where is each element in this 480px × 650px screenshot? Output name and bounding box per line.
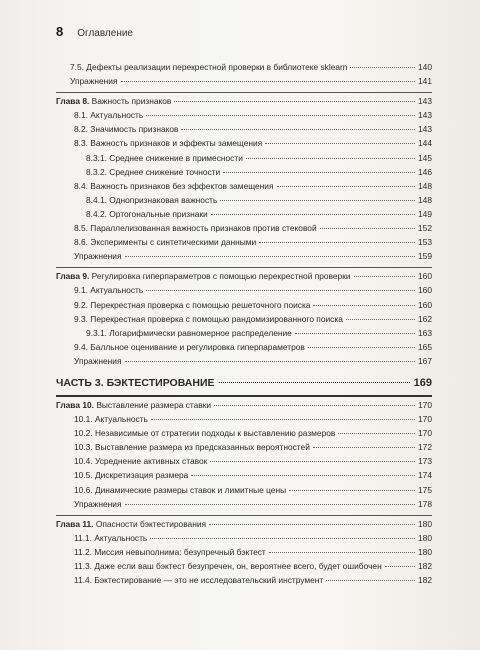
entry-title: 8.1. Актуальность <box>74 110 144 121</box>
dot-leader <box>191 475 415 476</box>
chapter-number: Глава 9. <box>56 271 90 282</box>
entry-title: 8.3.2. Среднее снижение точности <box>86 166 221 177</box>
entry-title: 10.6. Динамические размеры ставок и лимитные цены <box>74 484 287 495</box>
entry-title: 8.2. Значимость признаков <box>74 124 179 135</box>
dot-leader <box>295 333 415 334</box>
dot-leader <box>338 433 415 434</box>
entry-page: 182 <box>418 575 432 586</box>
entry-title: 7.5. Дефекты реализации перекрестной проверки в библиотеке sklearn <box>70 62 348 72</box>
toc-entry <box>56 414 432 428</box>
toc-entry <box>56 342 432 356</box>
entry-title: 10.3. Выставление размера из предсказанных вероятностей <box>74 442 310 453</box>
part-title: ЧАСТЬ 3. БЭКТЕСТИРОВАНИЕ <box>56 376 215 389</box>
dot-leader <box>308 347 415 348</box>
dot-leader <box>209 524 415 525</box>
entry-page: 146 <box>418 166 432 177</box>
entry-title: 9.1. Актуальность <box>74 285 144 296</box>
dot-leader <box>146 115 415 116</box>
dot-leader <box>223 172 415 173</box>
dot-leader <box>210 461 415 462</box>
dot-leader <box>181 129 415 130</box>
entry-title: 11.3. Даже если ваш бэктест безупречен, он, вероятнее всего, будет ошибочен <box>74 561 382 571</box>
entry-page: 175 <box>418 484 432 495</box>
toc-entry <box>56 547 432 561</box>
chapter-title-group <box>56 271 351 281</box>
toc-entry <box>56 499 432 513</box>
entry-page: 165 <box>418 341 432 352</box>
dot-leader <box>320 228 415 229</box>
entry-title: 8.6. Эксперименты с синтетическими данными <box>74 237 257 248</box>
entry-title: Упражнения <box>70 76 118 87</box>
running-head-title: Оглавление <box>77 28 133 39</box>
chapter-number: Глава 10. <box>56 399 94 410</box>
dot-leader <box>246 158 415 159</box>
dot-leader <box>289 490 415 491</box>
toc-entry <box>56 314 432 328</box>
entry-title: 10.5. Дискретизация размера <box>74 470 189 481</box>
toc-entry <box>56 124 432 138</box>
entry-page: 178 <box>418 498 432 509</box>
dot-leader <box>346 319 415 320</box>
toc-entry <box>56 428 432 442</box>
chapter-page: 180 <box>418 518 432 529</box>
entry-page: 167 <box>418 355 432 366</box>
entry-page: 140 <box>418 62 432 72</box>
dot-leader <box>219 382 410 383</box>
toc-entry <box>56 153 432 167</box>
toc-chapter <box>56 96 432 110</box>
entry-page: 159 <box>418 251 432 262</box>
dot-leader <box>326 580 415 581</box>
entry-page: 182 <box>418 561 432 571</box>
toc-entry <box>56 223 432 237</box>
chapter-title-group <box>56 519 206 529</box>
dot-leader <box>174 101 415 102</box>
chapter-title-group <box>56 400 211 410</box>
part-page: 169 <box>413 376 432 389</box>
entry-title: 8.5. Параллелизованная важность признаков против стековой <box>74 223 317 234</box>
entry-page: 172 <box>418 442 432 453</box>
page-number: 8 <box>56 24 64 39</box>
dot-leader <box>146 290 415 291</box>
toc-entry <box>56 62 432 76</box>
dot-leader <box>125 256 415 257</box>
entry-page: 153 <box>418 237 432 248</box>
toc-part-heading <box>56 377 432 393</box>
section-divider <box>56 92 432 93</box>
toc-entry <box>56 237 432 251</box>
toc-entry <box>56 470 432 484</box>
entry-page: 162 <box>418 313 432 324</box>
dot-leader <box>259 242 415 243</box>
entry-title: 8.4.2. Ортогональные признаки <box>86 208 208 219</box>
entry-title: 8.4.1. Однопризнаковая важность <box>86 194 218 205</box>
entry-title: 8.3. Важность признаков и эффекты замещения <box>74 138 263 149</box>
running-head <box>56 24 133 39</box>
entry-page: 160 <box>418 299 432 310</box>
entry-page: 170 <box>418 428 432 439</box>
entry-page: 160 <box>418 285 432 296</box>
dot-leader <box>125 504 415 505</box>
entry-title: 8.3.1. Среднее снижение в примесности <box>86 152 243 163</box>
entry-title: 11.1. Актуальность <box>74 532 148 543</box>
entry-title: 10.2. Независимые от стратегии подходы к выставлению размеров <box>74 428 336 439</box>
toc-entry <box>56 575 432 589</box>
toc-entry <box>56 561 432 575</box>
dot-leader <box>385 566 415 567</box>
entry-page: 163 <box>418 327 432 338</box>
toc-chapter <box>56 400 432 414</box>
chapter-number: Глава 11. <box>56 518 94 529</box>
entry-title: 9.3. Перекрестная проверка с помощью рандомизированного поиска <box>74 313 343 324</box>
dot-leader <box>269 552 415 553</box>
dot-leader <box>125 361 415 362</box>
toc-entry <box>56 442 432 456</box>
entry-page: 173 <box>418 456 432 467</box>
toc-entry <box>56 251 432 265</box>
chapter-title: Опасности бэктестирования <box>95 518 207 529</box>
entry-page: 141 <box>418 76 432 87</box>
entry-page: 174 <box>418 470 432 481</box>
entry-title: Упражнения <box>74 355 122 366</box>
toc-entry <box>56 110 432 124</box>
toc-entry <box>56 195 432 209</box>
dot-leader <box>265 143 415 144</box>
entry-title: 9.3.1. Логарифмически равномерное распределение <box>86 327 292 338</box>
toc-entry <box>56 300 432 314</box>
entry-page: 180 <box>418 532 432 543</box>
toc-entry <box>56 76 432 90</box>
dot-leader <box>151 419 415 420</box>
chapter-number: Глава 8. <box>56 96 90 107</box>
chapter-title: Регулировка гиперпараметров с помощью перекрестной проверки <box>91 271 351 282</box>
spacer <box>56 370 432 377</box>
toc-entry <box>56 167 432 181</box>
dot-leader <box>121 81 415 82</box>
toc-entry <box>56 285 432 299</box>
dot-leader <box>313 305 415 306</box>
entry-title: 11.2. Миссия невыполнима: безупречный бэктест <box>74 546 266 557</box>
entry-title: Упражнения <box>74 498 122 509</box>
section-divider <box>56 515 432 516</box>
chapter-page: 170 <box>418 399 432 410</box>
toc-entry <box>56 181 432 195</box>
entry-page: 170 <box>418 414 432 425</box>
entry-page: 152 <box>418 223 432 234</box>
chapter-title: Выставление размера ставки <box>96 399 212 410</box>
entry-title: 11.4. Бэктестирование — это не исследовательский инструмент <box>74 575 324 586</box>
entry-title: 9.2. Перекрестная проверка с помощью решеточного поиска <box>74 299 311 310</box>
dot-leader <box>313 447 415 448</box>
entry-title: 8.4. Важность признаков без эффектов замещения <box>74 180 274 191</box>
dot-leader <box>214 405 415 406</box>
toc-entry <box>56 328 432 342</box>
dot-leader <box>350 67 415 68</box>
entry-page: 143 <box>418 124 432 135</box>
section-divider <box>56 267 432 268</box>
dot-leader <box>277 186 415 187</box>
entry-title: 10.4. Усреднение активных ставок <box>74 456 208 467</box>
chapter-page: 160 <box>418 271 432 282</box>
chapter-title-group <box>56 96 171 106</box>
entry-page: 144 <box>418 138 432 149</box>
entry-page: 148 <box>418 180 432 191</box>
toc-entry <box>56 138 432 152</box>
dot-leader <box>150 538 415 539</box>
chapter-title: Важность признаков <box>91 96 172 107</box>
chapter-page: 143 <box>418 96 432 107</box>
toc-chapter <box>56 519 432 533</box>
toc-entry <box>56 485 432 499</box>
entry-page: 149 <box>418 208 432 219</box>
entry-title: 10.1. Актуальность <box>74 414 148 425</box>
entry-title: Упражнения <box>74 251 122 262</box>
dot-leader <box>220 200 415 201</box>
toc-entry <box>56 533 432 547</box>
toc-chapter <box>56 271 432 285</box>
table-of-contents <box>56 62 432 589</box>
entry-page: 145 <box>418 152 432 163</box>
toc-entry <box>56 209 432 223</box>
entry-page: 148 <box>418 194 432 205</box>
entry-page: 143 <box>418 110 432 121</box>
section-divider <box>56 395 432 397</box>
dot-leader <box>354 276 415 277</box>
entry-title: 9.4. Балльное оценивание и регулировка гиперпараметров <box>74 341 305 352</box>
entry-page: 180 <box>418 546 432 557</box>
toc-entry <box>56 356 432 370</box>
toc-entry <box>56 456 432 470</box>
dot-leader <box>211 214 415 215</box>
